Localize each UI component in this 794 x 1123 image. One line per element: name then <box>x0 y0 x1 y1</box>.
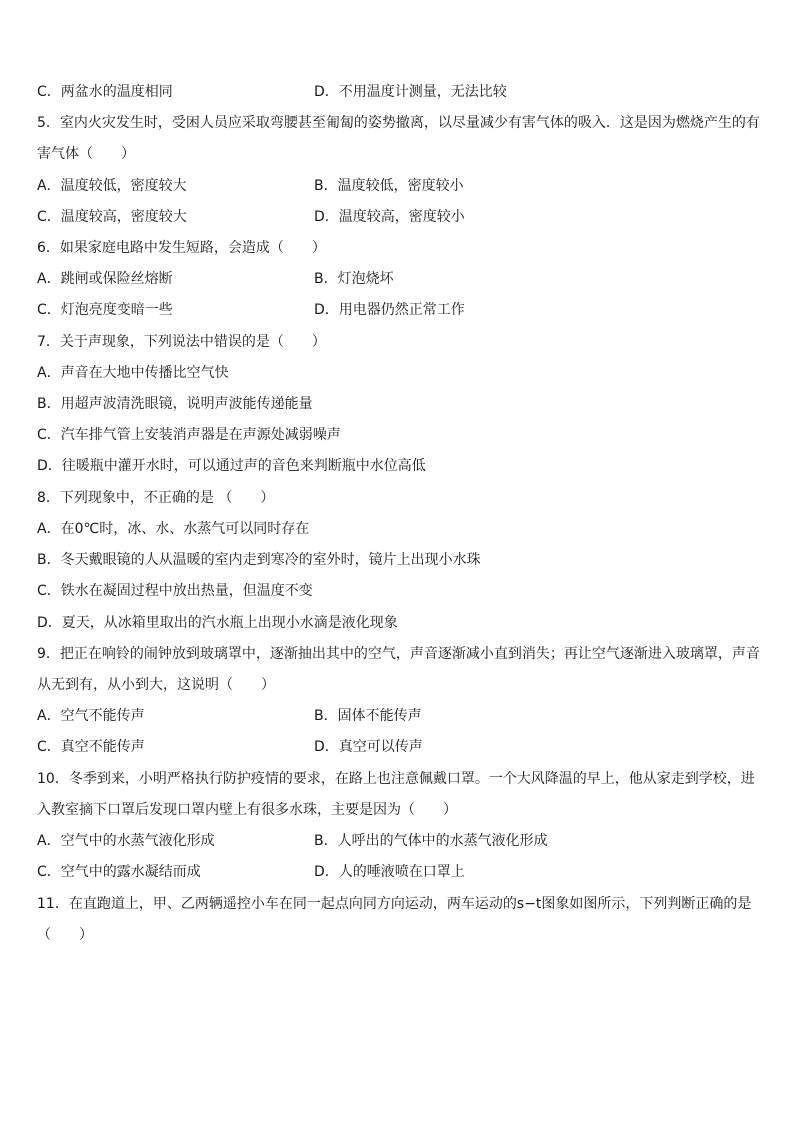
question-line: 入教室摘下口罩后发现口罩内壁上有很多水珠，主要是因为（ ） <box>37 802 457 818</box>
option-right: D．用电器仍然正常工作 <box>314 302 465 318</box>
option-right: B．固体不能传声 <box>314 708 422 724</box>
option-right: D．温度较高，密度较小 <box>314 209 465 225</box>
question-line: 7．关于声现象，下列说法中错误的是（ ） <box>37 334 326 350</box>
question-line: 6．如果家庭电路中发生短路，会造成（ ） <box>37 240 326 256</box>
question-line: C．汽车排气管上安装消声器是在声源处减弱噪声 <box>37 427 341 443</box>
option-left: C．两盆水的温度相同 <box>37 84 173 100</box>
option-right: B．灯泡烧坏 <box>314 271 394 287</box>
question-line: A．在0℃时，冰、水、水蒸气可以同时存在 <box>37 521 310 537</box>
option-left: A．空气不能传声 <box>37 708 145 724</box>
question-line: 10．冬季到来，小明严格执行防护疫情的要求，在路上也注意佩戴口罩。一个大风降温的早上，他从家走到学校，进 <box>37 771 755 787</box>
question-line: A．声音在大地中传播比空气快 <box>37 365 229 381</box>
option-left: C．真空不能传声 <box>37 739 145 755</box>
question-line: C．铁水在凝固过程中放出热量，但温度不变 <box>37 583 313 599</box>
option-left: C．灯泡亮度变暗一些 <box>37 302 173 318</box>
option-right: B．温度较低，密度较小 <box>314 178 464 194</box>
question-line: 9．把正在响铃的闹钟放到玻璃罩中，逐渐抽出其中的空气，声音逐渐减小直到消失；再让空气逐渐进入玻璃罩，声音 <box>37 646 760 662</box>
question-line: 8．下列现象中，不正确的是 （ ） <box>37 490 275 506</box>
question-line: 害气体（ ） <box>37 146 135 162</box>
option-right: D．不用温度计测量，无法比较 <box>314 84 507 100</box>
question-line: B．用超声波清洗眼镜，说明声波能传递能量 <box>37 396 313 412</box>
question-line: 11．在直跑道上，甲、乙两辆遥控小车在同一起点向同方向运动，两车运动的s−t图象如图所示，下列判断正确的是 <box>37 896 752 912</box>
question-line: （ ） <box>37 927 93 943</box>
question-line: 5．室内火灾发生时，受困人员应采取弯腰甚至匍匐的姿势撤离，以尽量减少有害气体的吸入．这是因为燃烧产生的有 <box>37 115 760 131</box>
option-left: A．空气中的水蒸气液化形成 <box>37 833 215 849</box>
option-left: A．跳闸或保险丝熔断 <box>37 271 173 287</box>
option-left: A．温度较低，密度较大 <box>37 178 187 194</box>
option-left: C．温度较高，密度较大 <box>37 209 187 225</box>
option-right: D．真空可以传声 <box>314 739 423 755</box>
question-line: D．夏天，从冰箱里取出的汽水瓶上出现小水滴是液化现象 <box>37 615 398 631</box>
question-line: D．往暖瓶中灌开水时，可以通过声的音色来判断瓶中水位高低 <box>37 458 426 474</box>
option-left: C．空气中的露水凝结而成 <box>37 864 201 880</box>
question-line: B．冬天戴眼镜的人从温暖的室内走到寒冷的室外时，镜片上出现小水珠 <box>37 552 481 568</box>
option-right: B．人呼出的气体中的水蒸气液化形成 <box>314 833 548 849</box>
question-line: 从无到有，从小到大，这说明（ ） <box>37 677 275 693</box>
option-right: D．人的唾液喷在口罩上 <box>314 864 465 880</box>
